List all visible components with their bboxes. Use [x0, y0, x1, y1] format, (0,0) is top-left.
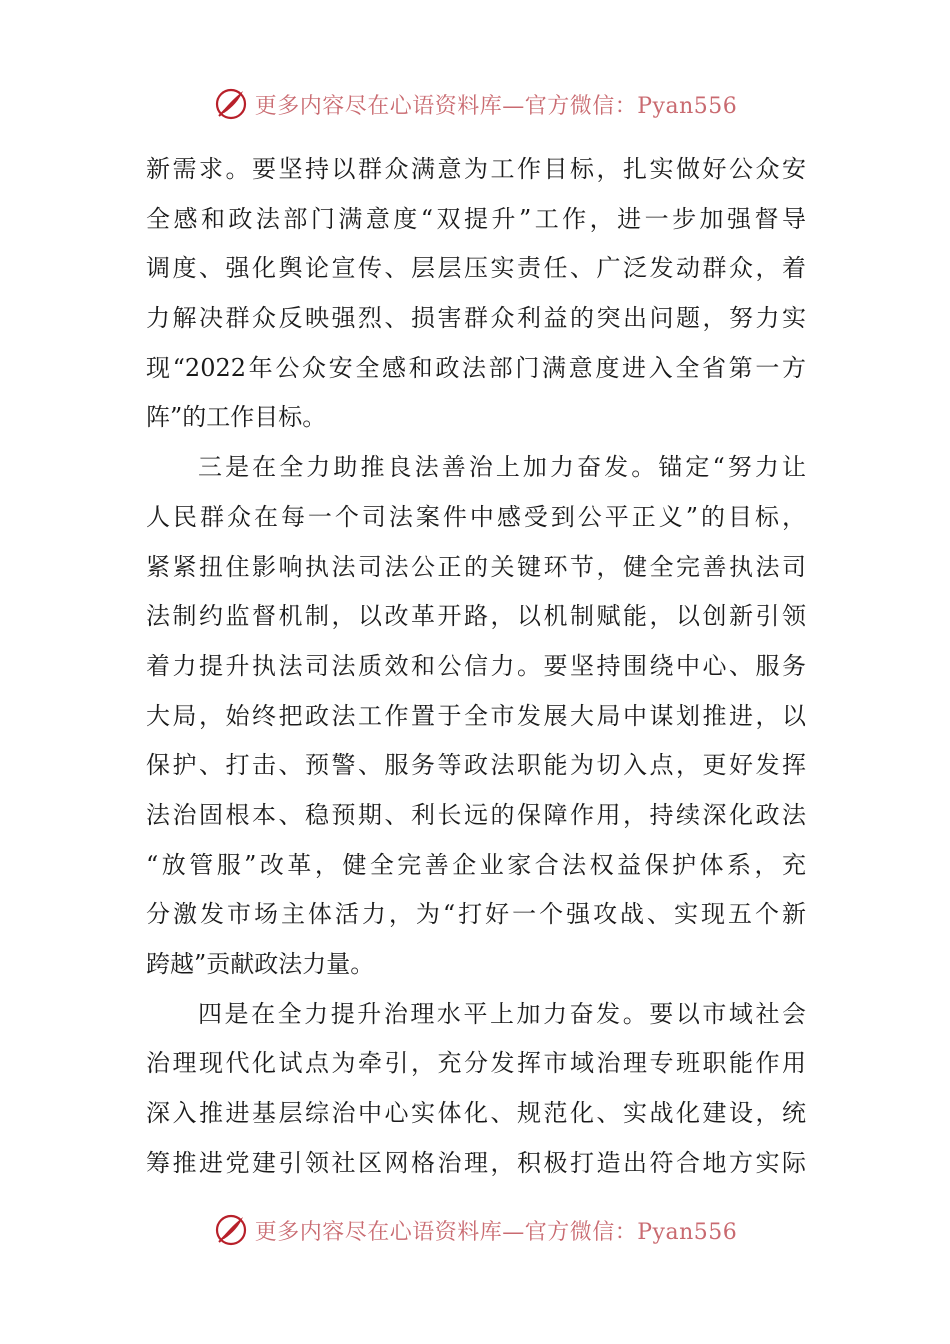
text-line: 紧紧扭住影响执法司法公正的关键环节，健全完善执法司	[146, 552, 806, 581]
footer-banner-text: 更多内容尽在心语资料库—官方微信：Pyan556	[254, 1219, 738, 1245]
text-line: 全感和政法部门满意度“双提升”工作，进一步加强督导	[146, 204, 806, 233]
quill-logo-icon	[213, 86, 249, 122]
text-line: 跨越”贡献政法力量。	[146, 950, 375, 978]
text-line: 深入推进基层综治中心实体化、规范化、实战化建设，统	[146, 1099, 806, 1128]
text-line: 阵”的工作目标。	[146, 403, 327, 432]
text-line: 着力提升执法司法质效和公信力。要坚持围绕中心、服务	[146, 651, 806, 680]
text-line: 人民群众在每一个司法案件中感受到公平正义”的目标，	[146, 502, 806, 531]
quill-logo-icon	[213, 1212, 249, 1248]
header-banner	[0, 84, 950, 124]
text-line: 筹推进党建引领社区网格治理，积极打造出符合地方实际	[146, 1148, 806, 1177]
text-line: 治理现代化试点为牵引，充分发挥市域治理专班职能作用	[146, 1049, 806, 1078]
text-line: 分激发市场主体活力，为“打好一个强攻战、实现五个新	[146, 900, 806, 929]
header-banner-text: 更多内容尽在心语资料库—官方微信：Pyan556	[254, 93, 738, 119]
text-line: 现“2022年公众安全感和政法部门满意度进入全省第一方	[146, 353, 806, 382]
text-line: 新需求。要坚持以群众满意为工作目标，扎实做好公众安	[146, 155, 806, 183]
document-body	[146, 145, 806, 1188]
text-line: 大局，始终把政法工作置于全市发展大局中谋划推进，以	[146, 701, 806, 730]
text-line: 法治固根本、稳预期、利长远的保障作用，持续深化政法	[146, 800, 806, 829]
text-line: 力解决群众反映强烈、损害群众利益的突出问题，努力实	[146, 304, 806, 333]
footer-banner	[0, 1210, 950, 1250]
paragraph-start: 三是在全力助推良法善治上加力奋发。锚定“努力让	[198, 453, 806, 482]
text-line: 法制约监督机制，以改革开路，以机制赋能，以创新引领	[146, 602, 806, 631]
text-line: 保护、打击、预警、服务等政法职能为切入点，更好发挥	[146, 751, 806, 780]
paragraph-start: 四是在全力提升治理水平上加力奋发。要以市域社会	[198, 999, 806, 1028]
text-line: “放管服”改革，健全完善企业家合法权益保护体系，充	[146, 850, 806, 879]
text-line: 调度、强化舆论宣传、层层压实责任、广泛发动群众，着	[146, 254, 806, 283]
